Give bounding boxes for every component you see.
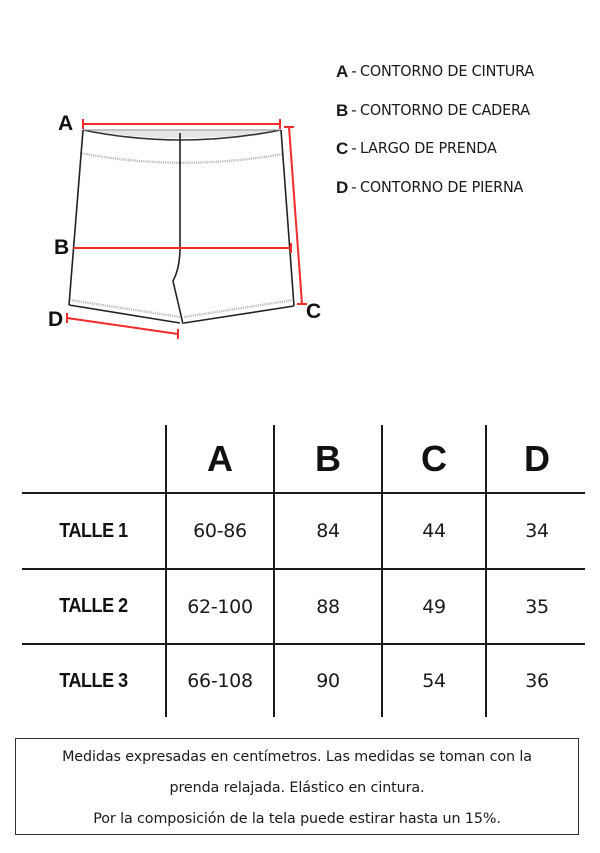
label-a: A bbox=[58, 112, 74, 135]
legend-item-a bbox=[336, 62, 596, 101]
measure-line-b bbox=[73, 243, 291, 253]
legend-key: B bbox=[336, 100, 349, 120]
legend-separator: - bbox=[351, 62, 357, 80]
legend-key: A bbox=[336, 62, 349, 81]
table-cell: 36 bbox=[525, 670, 549, 692]
legend-item-b bbox=[336, 101, 596, 140]
column-header-b: B bbox=[315, 437, 341, 479]
table-cell: 54 bbox=[422, 670, 446, 692]
column-header-d: D bbox=[524, 437, 550, 479]
shorts-illustration bbox=[0, 0, 340, 360]
legend-separator: - bbox=[351, 100, 357, 119]
table-cell: 49 bbox=[422, 595, 446, 618]
legend-text: CONTORNO DE PIERNA bbox=[360, 177, 524, 196]
measure-line-d bbox=[67, 313, 178, 339]
row-label-talle-1: TALLE 1 bbox=[59, 519, 128, 542]
column-header-a: A bbox=[207, 437, 233, 479]
legend-item-d bbox=[336, 178, 596, 217]
note-line: Medidas expresadas en centímetros. Las medidas se toman con la bbox=[62, 749, 532, 765]
table-cell: 66-108 bbox=[187, 670, 253, 692]
legend-text: LARGO DE PRENDA bbox=[360, 139, 498, 157]
table-cell: 84 bbox=[316, 520, 340, 542]
legend-separator: - bbox=[351, 139, 357, 157]
legend-separator: - bbox=[351, 177, 357, 196]
table-cell: 62-100 bbox=[187, 595, 253, 618]
table-cell: 88 bbox=[316, 595, 340, 618]
table-cell: 90 bbox=[316, 670, 340, 692]
measurement-legend bbox=[336, 62, 596, 216]
legend-item-c bbox=[336, 139, 596, 178]
legend-text: CONTORNO DE CADERA bbox=[360, 100, 531, 119]
table-cell: 35 bbox=[525, 595, 549, 618]
legend-text: CONTORNO DE CINTURA bbox=[360, 62, 535, 80]
measure-line-a bbox=[83, 119, 280, 129]
legend-key: C bbox=[336, 139, 349, 158]
note-line: prenda relajada. Elástico en cintura. bbox=[169, 780, 425, 796]
table-cell: 44 bbox=[422, 520, 446, 542]
label-c: C bbox=[306, 300, 322, 323]
label-d: D bbox=[48, 308, 64, 331]
legend-key: D bbox=[336, 177, 349, 197]
row-label-talle-2: TALLE 2 bbox=[59, 595, 128, 617]
table-cell: 34 bbox=[525, 520, 549, 542]
table-cell: 60-86 bbox=[193, 520, 247, 542]
row-label-talle-3: TALLE 3 bbox=[59, 669, 128, 692]
label-b: B bbox=[54, 236, 70, 259]
shorts-measurement-diagram bbox=[0, 0, 340, 360]
measurement-note bbox=[15, 738, 579, 835]
note-line: Por la composición de la tela puede estirar hasta un 15%. bbox=[93, 811, 501, 827]
column-header-c: C bbox=[421, 437, 447, 479]
